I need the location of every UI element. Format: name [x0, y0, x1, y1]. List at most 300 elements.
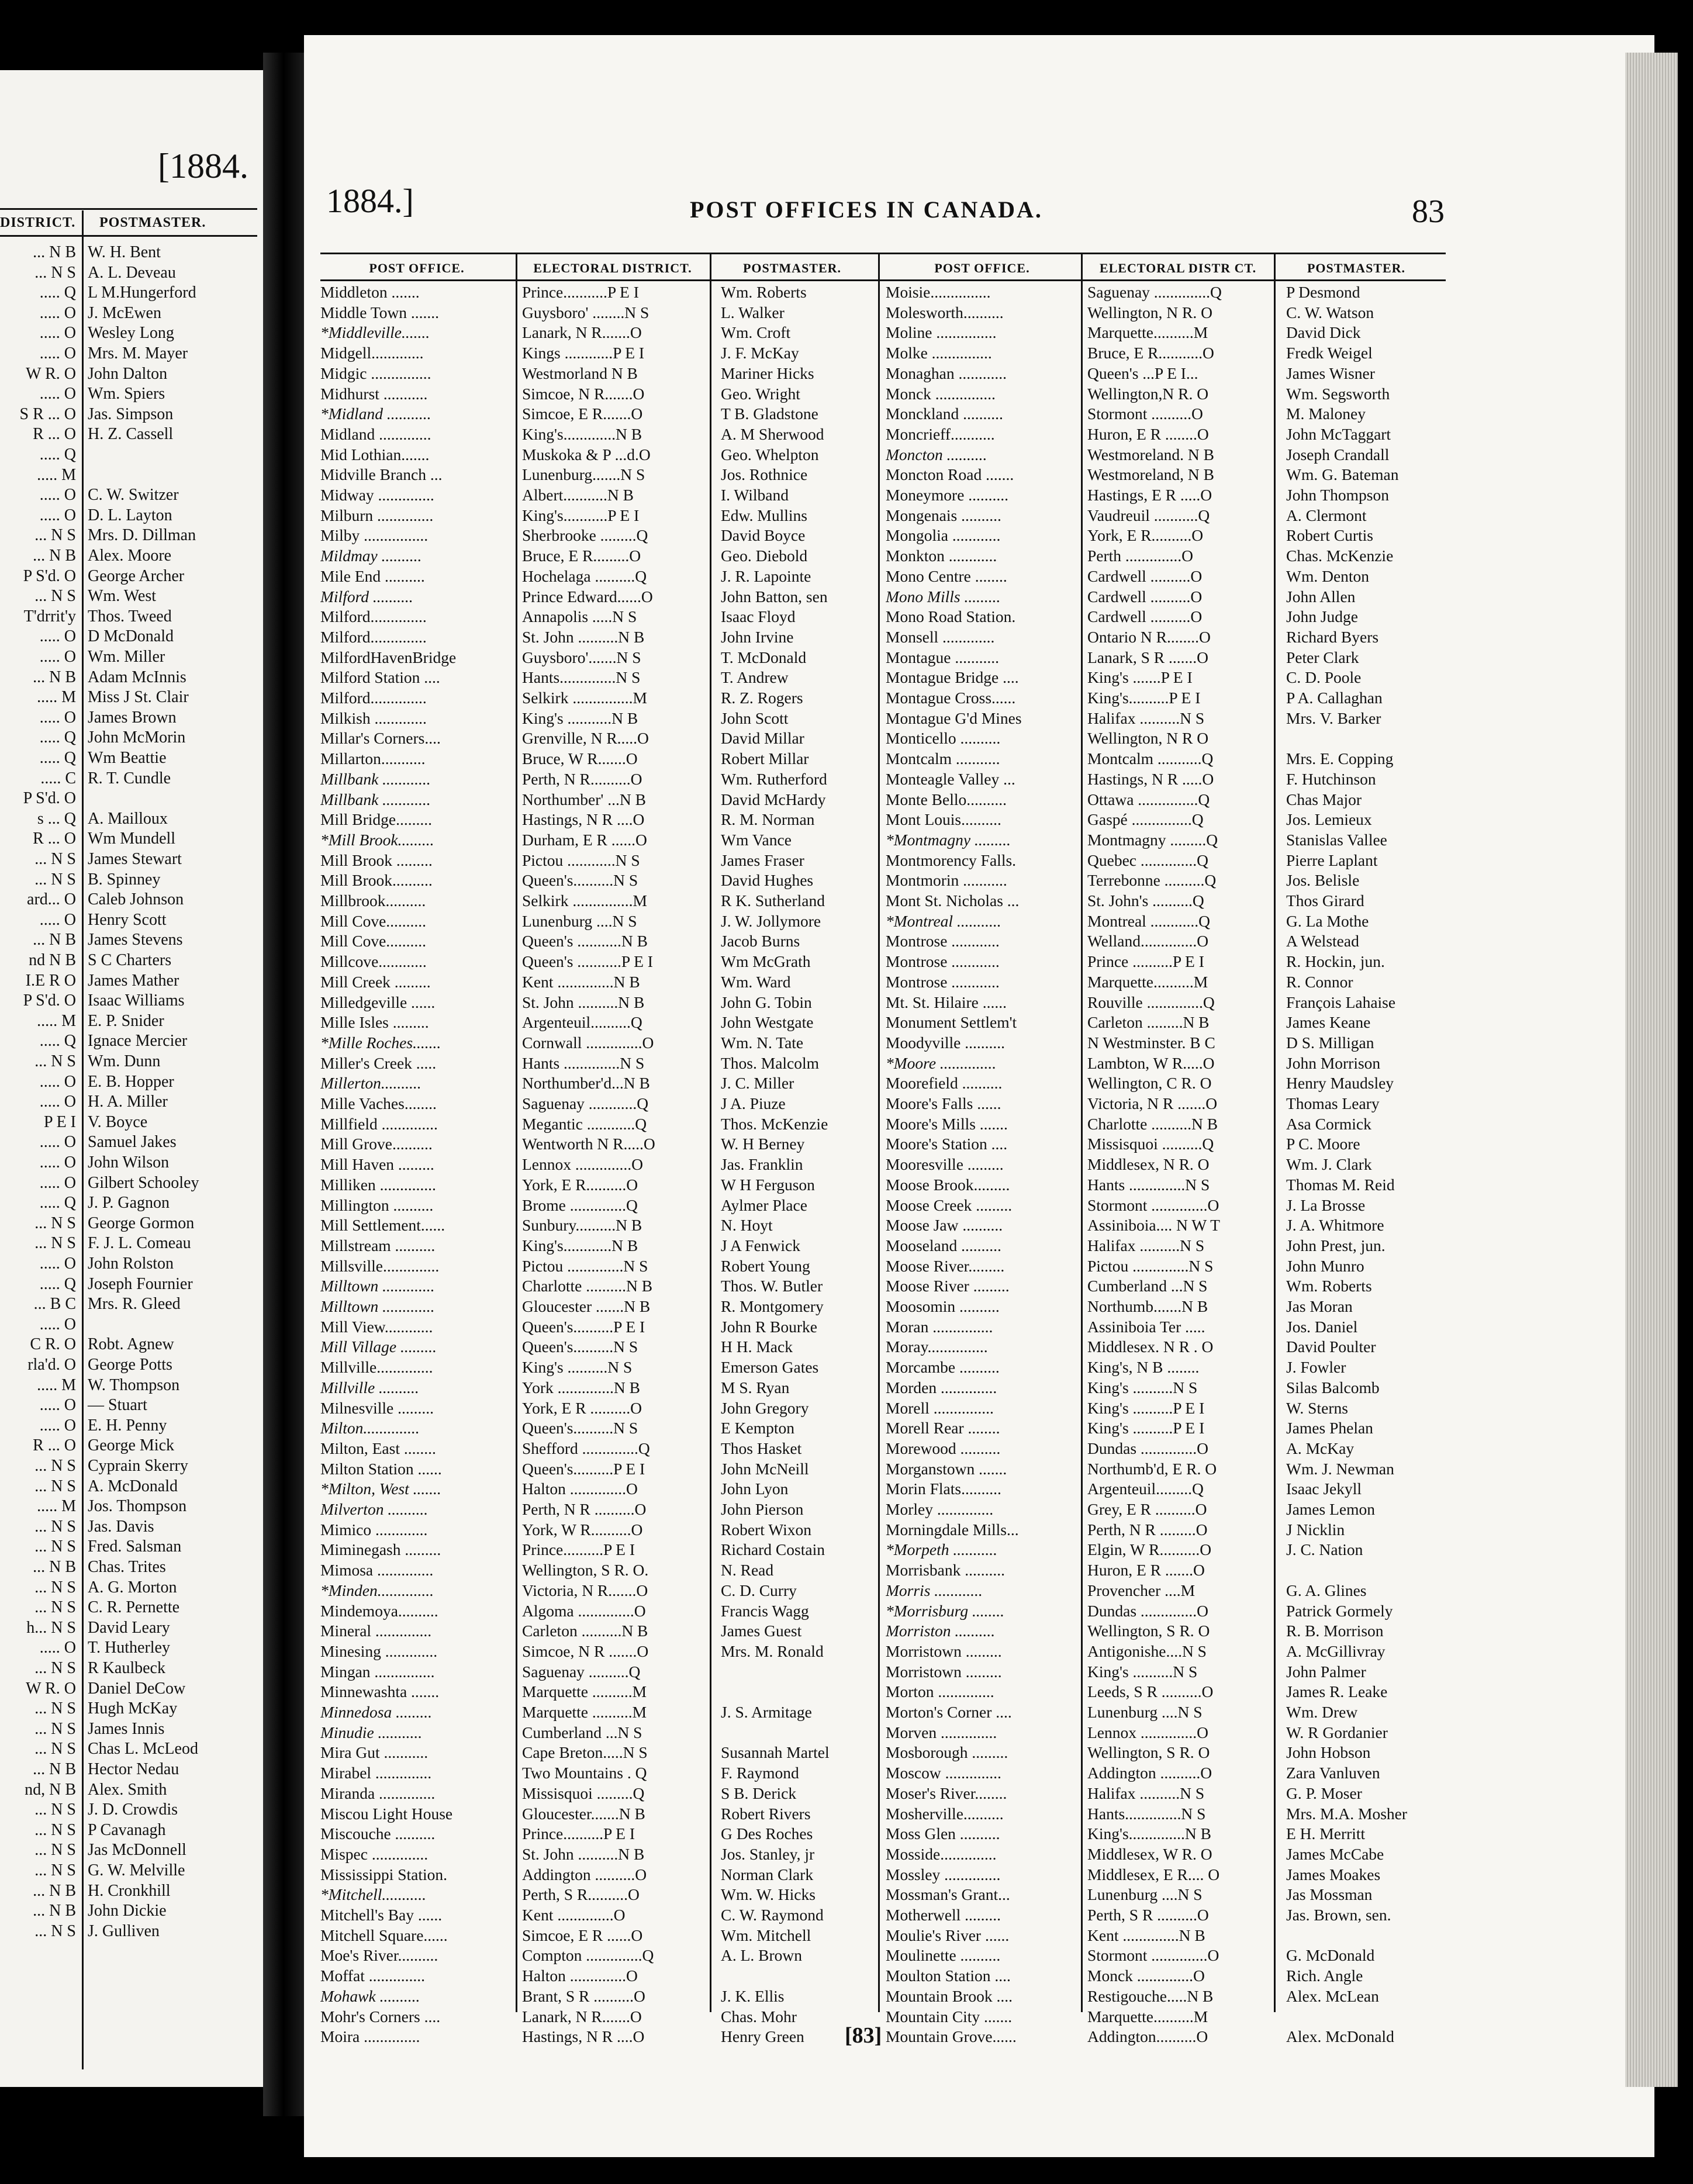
post-office-name: Mill View............ [320, 1317, 433, 1336]
left-page-district: ..... M [37, 688, 76, 707]
post-office-name: Milnesville ......... [320, 1398, 434, 1417]
electoral-district: Northumb.......N B [1087, 1297, 1208, 1315]
postmaster-name: John Prest, jun. [1286, 1236, 1386, 1255]
left-page-district: ... N S [34, 1841, 76, 1860]
left-page-district: ... N B [33, 243, 76, 261]
post-office-name: Midhurst ........... [320, 384, 428, 403]
left-page-row [0, 1295, 257, 1315]
electoral-district: Wellington, S R. O [1087, 1622, 1210, 1640]
post-office-name: Mono Centre ........ [886, 566, 1007, 585]
left-head-district: DISTRICT. [0, 215, 76, 230]
left-page-district: ... N S [34, 1861, 76, 1879]
post-office-name: Montmorency Falls. [886, 851, 1017, 869]
post-office-name: Montague Cross...... [886, 689, 1016, 707]
left-page-postmaster: John Dalton [88, 364, 168, 383]
electoral-district: Hants ..............N S [1087, 1175, 1210, 1194]
post-office-name: Morewood .......... [886, 1439, 1001, 1457]
electoral-district: Prince Edward......O [522, 587, 653, 606]
electoral-district: Huron, E R ........O [1087, 424, 1209, 443]
post-office-name: Milkish ............. [320, 709, 427, 727]
postmaster-name: Thos. Malcolm [721, 1053, 820, 1072]
electoral-district: King's ..........N S [1087, 1662, 1198, 1681]
electoral-district: Simcoe, E R.......O [522, 405, 643, 423]
post-office-name: Motherwell ......... [886, 1906, 1001, 1924]
left-page-row [0, 1356, 257, 1376]
electoral-district: Queen's..........N S [522, 871, 638, 890]
left-page-row [0, 1680, 257, 1699]
left-page-row [0, 385, 257, 405]
postmaster-name: J. S. Armitage [721, 1703, 812, 1721]
post-office-name: Mongenais .......... [886, 506, 1001, 524]
post-office-name: Mill Bridge......... [320, 810, 432, 829]
electoral-district: Kings ............P E I [522, 344, 645, 362]
left-page-postmaster: Gilbert Schooley [88, 1173, 199, 1192]
post-office-name: Mill Cove.......... [320, 911, 427, 930]
post-office-name: Mid Lothian....... [320, 445, 430, 464]
electoral-district: St. John's ..........Q [1087, 891, 1204, 910]
electoral-district: Huron, E R .......O [1087, 1561, 1205, 1580]
page-title: POST OFFICES IN CANADA. [690, 196, 1043, 223]
left-page-row [0, 526, 257, 546]
postmaster-name: James Keane [1286, 1013, 1371, 1032]
postmaster-name: James R. Leake [1286, 1682, 1388, 1701]
electoral-district: Gloucester.......N B [522, 1804, 645, 1823]
left-page-postmaster: D. L. Layton [88, 506, 172, 524]
left-page-district: nd N B [29, 951, 76, 969]
electoral-district: Lunenburg.......N S [522, 465, 645, 484]
electoral-district: Middlesex. N R . O [1087, 1338, 1214, 1356]
post-office-name: Mohr's Corners .... [320, 2007, 441, 2026]
electoral-district: Provencher ....M [1087, 1581, 1196, 1599]
post-office-name: Mille Vaches........ [320, 1094, 437, 1112]
postmaster-name: David Hughes [721, 871, 814, 890]
electoral-district: Megantic ............Q [522, 1114, 647, 1133]
electoral-district: King's...........P E I [522, 506, 640, 524]
postmaster-name: R. Z. Rogers [721, 689, 803, 707]
electoral-district: Pictou ............N S [522, 851, 640, 869]
postmaster-name: R. M. Norman [721, 810, 815, 829]
post-office-name: Moscow .............. [886, 1764, 1001, 1782]
postmaster-name: John G. Tobin [721, 993, 812, 1011]
postmaster-name: Chas. Mohr [721, 2007, 797, 2026]
postmaster-name: John Judge [1286, 607, 1358, 626]
post-office-name: Milford.............. [320, 689, 427, 707]
postmaster-name: A. McKay [1286, 1439, 1355, 1457]
postmaster-name: John McNeill [721, 1459, 809, 1478]
electoral-district: Marquette ..........M [522, 1703, 647, 1721]
electoral-district: Ottawa ...............Q [1087, 790, 1210, 808]
left-page-postmaster: Mrs. R. Gleed [88, 1295, 181, 1314]
postmaster-name: David Boyce [721, 526, 806, 545]
electoral-district: Middlesex, W R. O [1087, 1844, 1212, 1863]
electoral-district: Lanark, S R .......O [1087, 648, 1208, 666]
postmaster-name: Isaac Jekyll [1286, 1480, 1362, 1498]
electoral-district: Westmorland N B [522, 364, 638, 382]
left-page-row [0, 890, 257, 910]
electoral-district: Cornwall ..............O [522, 1033, 654, 1052]
electoral-district: Wellington, C R. O [1087, 1074, 1212, 1093]
left-page-district: ... N B [33, 547, 76, 565]
left-page-postmaster: Jas. Davis [88, 1517, 154, 1536]
postmaster-name: E Kempton [721, 1419, 795, 1437]
post-office-name: Midland ............. [320, 424, 431, 443]
head-post-office-right: POST OFFICE. [934, 261, 1030, 275]
right-page [304, 35, 1654, 2157]
left-page-row [0, 1801, 257, 1820]
left-page-postmaster: Alex. Moore [88, 547, 172, 565]
left-page-row [0, 769, 257, 789]
left-page-district: ..... Q [39, 445, 76, 464]
postmaster-name: A. McGillivray [1286, 1642, 1386, 1660]
electoral-district: Perth, N R..........O [522, 769, 642, 788]
left-page-row [0, 1619, 257, 1639]
left-page-row [0, 304, 257, 324]
postmaster-name: Alex. McLean [1286, 1986, 1379, 2005]
postmaster-name: John R Bourke [721, 1317, 817, 1336]
postmaster-name: C. W. Watson [1286, 303, 1374, 322]
post-office-name: Moore's Falls ...... [886, 1094, 1001, 1112]
left-page-row [0, 607, 257, 627]
postmaster-name: J. A. Whitmore [1286, 1216, 1384, 1235]
post-office-name: Mingan ............... [320, 1662, 435, 1681]
left-page-district: P S'd. O [23, 566, 76, 585]
postmaster-name: R K. Sutherland [721, 891, 825, 910]
left-page-row [0, 1922, 257, 1942]
electoral-district: Ontario N R........O [1087, 627, 1211, 646]
left-page-row [0, 1396, 257, 1416]
left-page-postmaster: Mrs. D. Dillman [88, 526, 196, 545]
postmaster-name: J. F. McKay [721, 344, 799, 362]
postmaster-name: J A Fenwick [721, 1236, 800, 1255]
post-office-name: Millbrook.......... [320, 891, 426, 910]
post-office-name: Mossley .............. [886, 1865, 1001, 1884]
postmaster-name: Jacob Burns [721, 932, 800, 951]
postmaster-name: J Nicklin [1286, 1520, 1345, 1539]
left-page-postmaster: Wm. Miller [88, 648, 165, 666]
electoral-district: Cardwell ..........O [1087, 566, 1203, 585]
left-page-row [0, 1477, 257, 1497]
left-page-district: ..... Q [39, 284, 76, 302]
page-year: 1884.] [326, 182, 414, 220]
left-page-postmaster: Thos. Tweed [88, 607, 172, 626]
page-footer-number: [83] [845, 2023, 882, 2048]
electoral-district: N Westminster. B C [1087, 1033, 1215, 1052]
left-page-postmaster: J. D. Crowdis [88, 1801, 178, 1819]
post-office-name: Miminegash ......... [320, 1540, 441, 1559]
left-page-row [0, 1518, 257, 1537]
left-page-row [0, 425, 257, 445]
post-office-name: Morningdale Mills... [886, 1520, 1019, 1539]
post-office-name: Moose River ......... [886, 1277, 1010, 1295]
post-office-name: Mill Settlement...... [320, 1216, 445, 1235]
post-office-name: Moulinette .......... [886, 1946, 1001, 1965]
post-office-name: Morell ............... [886, 1398, 994, 1417]
electoral-district: Brant, S R ..........O [522, 1986, 645, 2005]
electoral-district: King's..............N B [1087, 1824, 1211, 1843]
postmaster-name: S B. Derick [721, 1784, 797, 1802]
electoral-district: Halton ..............O [522, 1480, 638, 1498]
post-office-name: Mispec .............. [320, 1844, 429, 1863]
left-page-postmaster: Adam McInnis [88, 668, 186, 686]
electoral-district: Westmoreland. N B [1087, 445, 1214, 464]
electoral-district: York, E R..........O [522, 1175, 638, 1194]
left-page-postmaster: Joseph Fournier [88, 1274, 193, 1293]
electoral-district: Grey, E R ..........O [1087, 1500, 1207, 1518]
postmaster-name: James Guest [721, 1622, 802, 1640]
postmaster-name: Richard Costain [721, 1540, 825, 1559]
postmaster-name: G Des Roches [721, 1824, 813, 1843]
electoral-district: Hastings, E R .....O [1087, 486, 1212, 504]
post-office-name: Moira .............. [320, 2027, 420, 2046]
left-page-row [0, 1457, 257, 1477]
electoral-district: Selkirk ...............M [522, 891, 647, 910]
left-page-district: ... N S [34, 1457, 76, 1475]
left-page-postmaster: Daniel DeCow [88, 1679, 186, 1698]
electoral-district: Westmoreland, N B [1087, 465, 1214, 484]
post-office-name: Montcalm ........... [886, 749, 1000, 768]
electoral-district: Hants ..............N S [522, 1053, 645, 1072]
left-page-postmaster: James Stevens [88, 931, 183, 949]
postmaster-name: John Irvine [721, 627, 794, 646]
electoral-district: Perth ..............O [1087, 547, 1194, 565]
left-page-district: P E I [44, 1112, 76, 1131]
left-page-district: ... N S [34, 1517, 76, 1536]
postmaster-name: Geo. Wright [721, 384, 800, 403]
postmaster-name: J. C. Nation [1286, 1540, 1363, 1559]
electoral-district: Dundas ..............O [1087, 1439, 1209, 1457]
electoral-district: Marquette..........M [1087, 323, 1208, 342]
electoral-district: Sunbury..........N B [522, 1216, 642, 1235]
left-page-district: ..... O [39, 627, 76, 646]
post-office-name: *Morpeth ........... [886, 1540, 997, 1559]
left-page-district: ..... O [39, 1153, 76, 1172]
left-page-row [0, 1861, 257, 1881]
left-page-district: ..... Q [39, 749, 76, 767]
post-office-name: *Mille Roches....... [320, 1033, 441, 1052]
postmaster-name: A. L. Brown [721, 1946, 803, 1965]
left-page-row [0, 709, 257, 728]
electoral-district: Cumberland ...N S [1087, 1277, 1208, 1295]
left-page-district: ... N S [34, 1052, 76, 1070]
electoral-district: Queen's ...........N B [522, 932, 648, 951]
left-page-district: ..... O [39, 1173, 76, 1192]
left-page-district: ..... O [39, 708, 76, 727]
postmaster-name: David McHardy [721, 790, 826, 808]
electoral-district: Saguenay ..............Q [1087, 283, 1222, 301]
electoral-district: Annapolis .....N S [522, 607, 637, 626]
left-page-postmaster: Hugh McKay [88, 1699, 178, 1718]
post-office-name: *Montreal ........... [886, 911, 1001, 930]
left-page-district: ..... O [39, 1255, 76, 1273]
head-district-right: ELECTORAL DISTR CT. [1099, 261, 1257, 275]
electoral-district: King's, N B ........ [1087, 1358, 1200, 1377]
left-page-district: ... N B [33, 668, 76, 686]
left-page-postmaster: Ignace Mercier [88, 1032, 188, 1050]
post-office-name: Mile End .......... [320, 566, 425, 585]
electoral-district: Argenteuil..........Q [522, 1013, 642, 1032]
postmaster-name: James Fraser [721, 851, 804, 869]
postmaster-name: Mrs. M. Ronald [721, 1642, 824, 1660]
electoral-district: Shefford ..............Q [522, 1439, 650, 1457]
electoral-district: Carleton ..........N B [522, 1622, 648, 1640]
left-page-postmaster: Wm. Dunn [88, 1052, 161, 1070]
postmaster-name: John Allen [1286, 587, 1356, 606]
post-office-name: Monticello .......... [886, 729, 1001, 748]
left-page-row [0, 991, 257, 1011]
post-office-name: Miranda .............. [320, 1784, 436, 1802]
post-office-name: Mooseland .......... [886, 1236, 1001, 1255]
electoral-district: St. John ..........N B [522, 627, 645, 646]
postmaster-name: J A. Piuze [721, 1094, 786, 1112]
post-office-name: Milltown ............. [320, 1277, 435, 1295]
post-office-name: Millfield .............. [320, 1114, 438, 1133]
postmaster-name: C. D. Poole [1286, 668, 1362, 687]
left-page-postmaster: Chas L. McLeod [88, 1740, 198, 1758]
postmaster-name: Wm. J. Clark [1286, 1155, 1372, 1174]
left-page-district: ... N S [34, 1820, 76, 1839]
electoral-district: Simcoe, N R .......O [522, 1642, 649, 1660]
postmaster-name: Wm. Mitchell [721, 1926, 811, 1944]
post-office-name: Monte Bello.......... [886, 790, 1007, 808]
post-office-name: Moose River......... [886, 1256, 1005, 1275]
left-page-postmaster: G. W. Melville [88, 1861, 185, 1879]
electoral-district: Hants..............N S [522, 668, 641, 687]
left-page-postmaster: John Wilson [88, 1153, 170, 1172]
electoral-district: Montmagny .........Q [1087, 830, 1218, 849]
post-office-name: Mindemoya.......... [320, 1601, 438, 1620]
post-office-name: Minnedosa ......... [320, 1703, 432, 1721]
post-office-name: Mossman's Grant... [886, 1885, 1010, 1904]
postmaster-name: W H Ferguson [721, 1175, 815, 1194]
left-page-postmaster: A. G. Morton [88, 1578, 177, 1596]
post-office-name: Milford .......... [320, 587, 413, 606]
left-page-postmaster: James Brown [88, 708, 177, 727]
left-rule-head [0, 235, 257, 237]
post-office-name: *Mill Brook......... [320, 830, 434, 849]
postmaster-name: Wm. Denton [1286, 566, 1370, 585]
left-page-district: ..... O [39, 385, 76, 403]
post-office-name: Milton Station ...... [320, 1459, 442, 1478]
left-page-row [0, 1416, 257, 1436]
left-page-district: ... N S [34, 870, 76, 889]
left-page-postmaster: A. Mailloux [88, 809, 168, 828]
postmaster-name: J. Fowler [1286, 1358, 1346, 1377]
left-page-row [0, 243, 257, 263]
electoral-district: King's ..........N S [522, 1358, 633, 1377]
post-office-name: *Minden.............. [320, 1581, 434, 1599]
electoral-district: York, E R..........O [1087, 526, 1204, 545]
electoral-district: York ..............N B [522, 1378, 640, 1397]
rule-left-a [516, 253, 517, 2012]
electoral-district: Victoria, N R .......O [1087, 1094, 1218, 1112]
post-office-name: Mont Louis.......... [886, 810, 1001, 829]
left-page-district: ... N S [34, 263, 76, 282]
post-office-name: Moray............... [886, 1338, 988, 1356]
post-office-name: Millbank ............ [320, 769, 431, 788]
postmaster-name: Thos Hasket [721, 1439, 802, 1457]
electoral-district: Argenteuil.........Q [1087, 1480, 1204, 1498]
electoral-district: Selkirk ...............M [522, 689, 647, 707]
electoral-district: Halton ..............O [522, 1967, 638, 1985]
left-page-row [0, 1032, 257, 1052]
postmaster-name: Robert Curtis [1286, 526, 1373, 545]
postmaster-name: Jas. Brown, sen. [1286, 1906, 1391, 1924]
left-page-district: ard... O [27, 890, 76, 909]
postmaster-name: D S. Milligan [1286, 1033, 1374, 1052]
postmaster-name: Patrick Gormely [1286, 1601, 1393, 1620]
left-page-district: ..... O [39, 1133, 76, 1152]
left-page-row [0, 1335, 257, 1355]
post-office-name: Moose Creek ......... [886, 1195, 1013, 1214]
left-page-district: ... N B [33, 1760, 76, 1778]
electoral-district: York, E R ..........O [522, 1398, 642, 1417]
left-page-postmaster: W. H. Bent [88, 243, 161, 261]
post-office-name: Montrose ............ [886, 972, 1000, 991]
postmaster-name: J. W. Jollymore [721, 911, 821, 930]
left-page-district: ... N S [34, 850, 76, 868]
postmaster-name: G. McDonald [1286, 1946, 1375, 1965]
post-office-name: Mono Road Station. [886, 607, 1016, 626]
electoral-district: Lunenburg ....N S [1087, 1703, 1203, 1721]
electoral-district: Terrebonne ..........Q [1087, 871, 1217, 890]
electoral-district: Wentworth N R.....O [522, 1135, 655, 1153]
post-office-name: Monsell ............. [886, 627, 995, 646]
left-page-district: ..... O [39, 648, 76, 666]
electoral-district: Leeds, S R ..........O [1087, 1682, 1214, 1701]
postmaster-name: F. Hutchinson [1286, 769, 1376, 788]
post-office-name: Monteagle Valley ... [886, 769, 1015, 788]
left-page-postmaster: John Rolston [88, 1255, 174, 1273]
electoral-district: Halifax ..........N S [1087, 709, 1205, 727]
postmaster-name: John Morrison [1286, 1053, 1381, 1072]
left-page-district: W R. O [26, 364, 76, 383]
postmaster-name: Jos. Lemieux [1286, 810, 1372, 829]
postmaster-name: Jas Mossman [1286, 1885, 1373, 1904]
left-page-row [0, 668, 257, 688]
left-page-district: ... N B [33, 931, 76, 949]
left-page-district: ..... M [37, 465, 76, 484]
electoral-district: Charlotte ..........N B [1087, 1114, 1218, 1133]
post-office-name: Monkton ............ [886, 547, 997, 565]
post-office-name: Minnewashta ....... [320, 1682, 440, 1701]
left-page-postmaster: Wm. Spiers [88, 385, 165, 403]
electoral-district: Perth, S R ..........O [1087, 1906, 1209, 1924]
left-page-row [0, 324, 257, 344]
electoral-district: Hants..............N S [1087, 1804, 1206, 1823]
postmaster-name: Thomas Leary [1286, 1094, 1380, 1112]
electoral-district: Bruce, W R.......O [522, 749, 638, 768]
electoral-district: Perth, S R..........O [522, 1885, 640, 1904]
left-page-district: ..... C [40, 769, 76, 787]
electoral-district: Gaspé ...............Q [1087, 810, 1204, 829]
postmaster-name: Susannah Martel [721, 1743, 830, 1762]
electoral-district: Northumb'd, E R. O [1087, 1459, 1217, 1478]
electoral-district: Halifax ..........N S [1087, 1784, 1205, 1802]
left-page-row [0, 911, 257, 931]
postmaster-name: Wm. Segsworth [1286, 384, 1390, 403]
post-office-name: Morin Flats.......... [886, 1480, 1001, 1498]
electoral-district: Brome ..............Q [522, 1195, 638, 1214]
left-page-row [0, 1376, 257, 1396]
head-postmaster-right: POSTMASTER. [1307, 261, 1406, 275]
post-office-name: Moneymore .......... [886, 486, 1009, 504]
electoral-district: Perth, N R ..........O [522, 1500, 647, 1518]
postmaster-name: Robert Wixon [721, 1520, 811, 1539]
left-page-row [0, 567, 257, 587]
post-office-name: Milby ................ [320, 526, 429, 545]
left-page-district: ..... O [39, 506, 76, 524]
electoral-district: Cardwell ..........O [1087, 607, 1203, 626]
